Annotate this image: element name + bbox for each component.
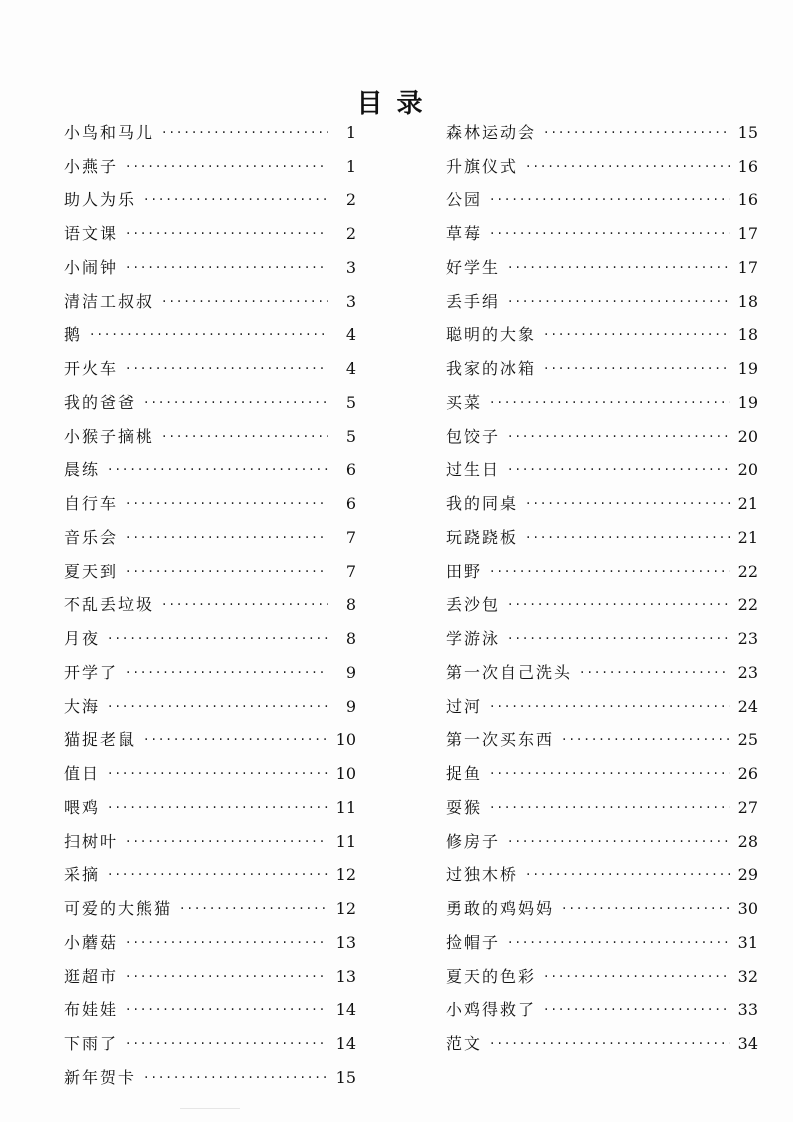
page-number: 30 [737,899,758,919]
toc-entry [64,184,356,218]
page-number: 32 [737,966,758,986]
page-number: 1 [345,156,356,176]
entry-title: 捡帽子 [446,932,501,952]
toc-entry [64,386,356,420]
leader-dots [526,528,730,548]
leader-dots [126,528,328,548]
leader-dots [490,764,730,784]
page-number: 15 [737,122,758,142]
leader-dots [180,899,328,919]
toc-entry [64,352,356,386]
entry-title: 晨练 [64,460,101,480]
entry-title: 我的同桌 [446,494,519,514]
entry-title: 小鸟和马儿 [64,122,155,142]
page-number: 22 [737,561,758,581]
leader-dots [508,460,730,480]
leader-dots [126,663,328,683]
page-number: 25 [737,730,758,750]
entry-title: 小猴子摘桃 [64,426,155,446]
toc-entry [64,724,356,758]
entry-title: 可爱的大熊猫 [64,899,173,919]
toc-entry [64,757,356,791]
page-number: 17 [737,257,758,277]
entry-title: 好学生 [446,257,501,277]
leader-dots [490,562,730,582]
toc-entry [446,757,758,791]
toc-entry [64,960,356,994]
toc-entry [446,892,758,926]
page-number: 16 [737,190,758,210]
entry-title: 自行车 [64,494,119,514]
leader-dots [490,224,730,244]
toc-title: 目录 [356,89,437,120]
page-number: 17 [737,224,758,244]
leader-dots [544,967,730,987]
page-number: 10 [335,764,356,784]
page-number: 5 [345,392,356,412]
entry-title: 小燕子 [64,156,119,176]
entry-title: 开学了 [64,662,119,682]
leader-dots [126,157,328,177]
toc-entry [446,690,758,724]
entry-title: 音乐会 [64,527,119,547]
page-number: 1 [345,122,356,142]
toc-entry [64,319,356,353]
page-number: 19 [737,359,758,379]
page-number: 31 [737,932,758,952]
leader-dots [544,123,730,143]
leader-dots [490,1034,730,1054]
leader-dots [126,933,328,953]
leader-dots [526,157,730,177]
leader-dots [108,697,328,717]
toc-entry [64,251,356,285]
page-number: 14 [335,1034,356,1054]
toc-entry [64,1027,356,1061]
leader-dots [144,1068,328,1088]
entry-title: 值日 [64,764,101,784]
toc-entry [64,454,356,488]
toc-entry [64,825,356,859]
page-number: 21 [737,494,758,514]
leader-dots [162,595,328,615]
toc-entry [446,217,758,251]
toc-entry [446,386,758,420]
toc-entry [64,285,356,319]
page-number: 11 [335,797,356,817]
toc-entry [446,994,758,1028]
toc-entry [64,116,356,150]
leader-dots [90,325,328,345]
page-number: 9 [345,662,356,682]
leader-dots [580,663,730,683]
entry-title: 丢手绢 [446,291,501,311]
toc-entry [64,859,356,893]
entry-title: 公园 [446,190,483,210]
toc-entry [64,791,356,825]
leader-dots [162,292,328,312]
page-number: 4 [345,359,356,379]
toc-entry [64,690,356,724]
entry-title: 买菜 [446,392,483,412]
page-number: 13 [335,932,356,952]
leader-dots [126,1000,328,1020]
toc-entry [64,487,356,521]
entry-title: 夏天的色彩 [446,966,537,986]
entry-title: 勇敢的鸡妈妈 [446,899,555,919]
entry-title: 升旗仪式 [446,156,519,176]
page-number: 14 [335,1000,356,1020]
page-number: 24 [737,696,758,716]
toc-entry [446,825,758,859]
entry-title: 小鸡得救了 [446,1000,537,1020]
entry-title: 第一次买东西 [446,730,555,750]
page-number: 12 [335,899,356,919]
page-number: 3 [345,291,356,311]
page-number: 33 [737,1000,758,1020]
leader-dots [126,967,328,987]
leader-dots [126,1034,328,1054]
toc-entry [446,420,758,454]
entry-title: 喂鸡 [64,797,101,817]
page-number: 6 [345,460,356,480]
toc-entry [446,521,758,555]
toc-entry [64,622,356,656]
toc-entry [446,589,758,623]
entry-title: 森林运动会 [446,122,537,142]
entry-title: 第一次自己洗头 [446,662,573,682]
page-number: 2 [345,224,356,244]
entry-title: 助人为乐 [64,190,137,210]
toc-entry [64,217,356,251]
leader-dots [144,190,328,210]
page-number: 11 [335,831,356,851]
entry-title: 下雨了 [64,1034,119,1054]
toc-entry [446,622,758,656]
toc-column-right [446,116,758,1061]
page-number: 28 [737,831,758,851]
toc-entry [446,184,758,218]
entry-title: 小闹钟 [64,257,119,277]
toc-entry [446,285,758,319]
toc-entry [64,994,356,1028]
entry-title: 我的爸爸 [64,392,137,412]
entry-title: 过生日 [446,460,501,480]
entry-title: 草莓 [446,224,483,244]
entry-title: 大海 [64,696,101,716]
entry-title: 我家的冰箱 [446,359,537,379]
leader-dots [126,494,328,514]
leader-dots [544,325,730,345]
toc-entry [446,656,758,690]
leader-dots [508,427,730,447]
entry-title: 聪明的大象 [446,325,537,345]
page-number: 16 [737,156,758,176]
page-number: 13 [335,966,356,986]
leader-dots [108,629,328,649]
entry-title: 清洁工叔叔 [64,291,155,311]
page-number: 10 [335,730,356,750]
entry-title: 学游泳 [446,629,501,649]
leader-dots [108,865,328,885]
page-number: 18 [737,291,758,311]
page-number: 27 [737,797,758,817]
leader-dots [108,764,328,784]
page-number: 29 [737,865,758,885]
page-number: 4 [345,325,356,345]
toc-entry [446,352,758,386]
entry-title: 过独木桥 [446,865,519,885]
leader-dots [126,224,328,244]
toc-entry [64,656,356,690]
toc-entry [64,420,356,454]
toc-entry [446,791,758,825]
leader-dots [490,798,730,818]
page-number: 8 [345,629,356,649]
page-number: 8 [345,595,356,615]
entry-title: 玩跷跷板 [446,527,519,547]
toc-entry [64,150,356,184]
entry-title: 过河 [446,696,483,716]
toc-entry [446,251,758,285]
page-number: 9 [345,696,356,716]
toc-entry [446,859,758,893]
page-number: 20 [737,426,758,446]
toc-entry [446,454,758,488]
toc-column-left [64,116,356,1095]
leader-dots [144,393,328,413]
entry-title: 丢沙包 [446,595,501,615]
toc-entry [64,1061,356,1095]
leader-dots [126,359,328,379]
toc-entry [64,589,356,623]
leader-dots [544,359,730,379]
page-number: 7 [345,561,356,581]
leader-dots [162,123,328,143]
entry-title: 捉鱼 [446,764,483,784]
leader-dots [562,730,730,750]
entry-title: 包饺子 [446,426,501,446]
page-number: 3 [345,257,356,277]
leader-dots [490,697,730,717]
entry-title: 语文课 [64,224,119,244]
entry-title: 田野 [446,561,483,581]
toc-entry [64,926,356,960]
leader-dots [508,832,730,852]
toc-entry [446,1027,758,1061]
toc-entry [446,319,758,353]
entry-title: 开火车 [64,359,119,379]
entry-title: 逛超市 [64,966,119,986]
toc-entry [446,724,758,758]
entry-title: 布娃娃 [64,1000,119,1020]
leader-dots [508,258,730,278]
leader-dots [508,933,730,953]
entry-title: 修房子 [446,831,501,851]
page-number: 21 [737,527,758,547]
leader-dots [562,899,730,919]
toc-entry [64,521,356,555]
leader-dots [508,292,730,312]
page-number: 12 [335,865,356,885]
leader-dots [108,460,328,480]
page-number: 5 [345,426,356,446]
entry-title: 小蘑菇 [64,932,119,952]
page-number: 7 [345,527,356,547]
entry-title: 采摘 [64,865,101,885]
page-number: 34 [737,1034,758,1054]
entry-title: 扫树叶 [64,831,119,851]
leader-dots [508,629,730,649]
toc-entry [446,555,758,589]
leader-dots [162,427,328,447]
leader-dots [126,258,328,278]
entry-title: 夏天到 [64,561,119,581]
page-number: 23 [737,629,758,649]
entry-title: 新年贺卡 [64,1067,137,1087]
entry-title: 猫捉老鼠 [64,730,137,750]
leader-dots [126,562,328,582]
page-number: 23 [737,662,758,682]
toc-entry [64,892,356,926]
leader-dots [126,832,328,852]
toc-entry [446,487,758,521]
toc-entry [446,150,758,184]
toc-entry [446,960,758,994]
entry-title: 不乱丢垃圾 [64,595,155,615]
entry-title: 范文 [446,1034,483,1054]
page-number: 18 [737,325,758,345]
page-number: 26 [737,764,758,784]
toc-entry [446,926,758,960]
entry-title: 鹅 [64,325,83,345]
leader-dots [490,190,730,210]
scan-artifact [180,1108,240,1109]
leader-dots [508,595,730,615]
page-number: 20 [737,460,758,480]
page-number: 15 [335,1067,356,1087]
leader-dots [490,393,730,413]
toc-entry [446,116,758,150]
entry-title: 耍猴 [446,797,483,817]
leader-dots [526,494,730,514]
leader-dots [144,730,328,750]
leader-dots [108,798,328,818]
toc-entry [64,555,356,589]
page-number: 2 [345,190,356,210]
leader-dots [526,865,730,885]
page-number: 19 [737,392,758,412]
page-number: 22 [737,595,758,615]
entry-title: 月夜 [64,629,101,649]
page-number: 6 [345,494,356,514]
leader-dots [544,1000,730,1020]
